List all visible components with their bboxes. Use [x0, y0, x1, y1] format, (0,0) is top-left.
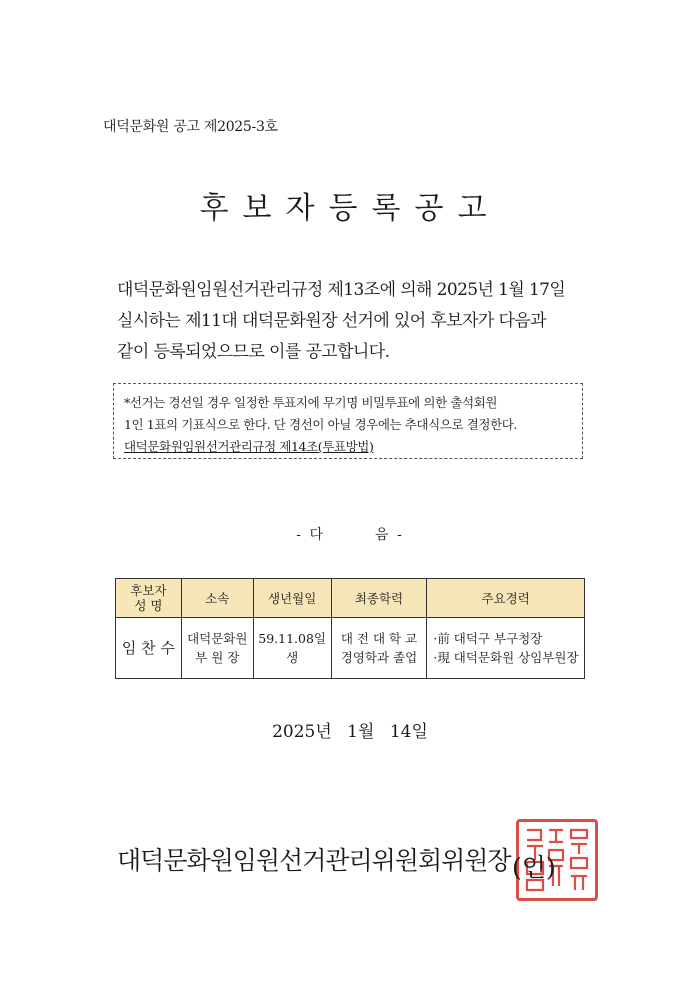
cell-affiliation: 대덕문화원 부 원 장: [181, 618, 253, 679]
seal-mark: (인): [512, 853, 556, 882]
body-line-3: 같이 등록되었으므로 이를 공고합니다.: [117, 342, 390, 362]
table-header-row: [116, 579, 585, 618]
section-marker-left: - 다: [296, 527, 325, 543]
cell-candidate-name: 임 찬 수: [116, 618, 182, 679]
header-career: 주요경력: [427, 579, 585, 618]
body-line-2: 실시하는 제11대 대덕문화원장 선거에 있어 후보자가 다음과: [117, 311, 546, 331]
election-note-box: [113, 383, 583, 459]
document-title: 후보자등록공고: [199, 191, 501, 226]
table-row: [116, 618, 585, 679]
cell-birth-date: 59.11.08일생: [253, 618, 331, 679]
notice-date: 2025년 1월 14일: [272, 722, 428, 742]
note-regulation-reference: 대덕문화원임원선거관리규정 제14조(투표방법): [124, 439, 374, 454]
cell-career: ·前 대덕구 부구청장 ·現 대덕문화원 상임부원장: [427, 618, 585, 679]
note-line-2: 1인 1표의 기표식으로 한다. 단 경선이 아닐 경우에는 추대식으로 결정한다.: [124, 417, 517, 432]
header-candidate-name: 후보자 성 명: [116, 579, 182, 618]
cell-education: 대 전 대 학 교 경영학과 졸업: [331, 618, 427, 679]
candidate-table: [115, 578, 585, 679]
issuer-name: 대덕문화원임원선거관리위원회위원장: [117, 846, 511, 875]
header-birth-date: 생년월일: [253, 579, 331, 618]
body-text: [117, 275, 587, 368]
header-affiliation: 소속: [181, 579, 253, 618]
header-education: 최종학력: [331, 579, 427, 618]
section-marker-right: 음 -: [375, 527, 404, 543]
body-line-1: 대덕문화원임원선거관리규정 제13조에 의해 2025년 1월 17일: [117, 280, 566, 300]
note-line-1: *선거는 경선일 경우 일정한 투표지에 무기명 비밀투표에 의한 출석회원: [124, 395, 498, 410]
notice-number: 대덕문화원 공고 제2025-3호: [103, 119, 278, 135]
section-marker: [0, 524, 700, 544]
